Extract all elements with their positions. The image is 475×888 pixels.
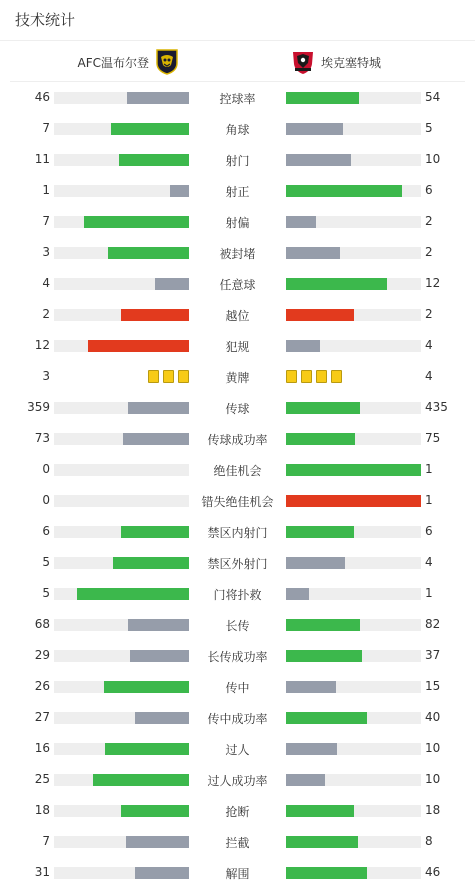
stat-row bbox=[0, 367, 475, 387]
away-stat-value: 10 bbox=[425, 772, 441, 786]
home-stat-bar-fill bbox=[123, 433, 189, 445]
yellow-card-icon bbox=[163, 370, 174, 383]
stat-label: 禁区外射门 bbox=[207, 557, 268, 571]
home-stat-bar bbox=[54, 681, 189, 693]
home-stat-bar-fill bbox=[121, 309, 189, 321]
stat-label: 绝佳机会 bbox=[213, 464, 262, 478]
home-stat-bar-fill bbox=[170, 185, 189, 197]
home-stat-bar-fill bbox=[84, 216, 189, 228]
stat-label: 禁区内射门 bbox=[207, 526, 268, 540]
stat-label: 控球率 bbox=[219, 92, 256, 106]
away-stat-bar-fill bbox=[286, 712, 367, 724]
home-stat-bar-fill bbox=[126, 836, 189, 848]
stat-row bbox=[0, 677, 475, 697]
home-stat-bar-fill bbox=[93, 774, 189, 786]
away-stat-value: 4 bbox=[425, 369, 433, 383]
home-stat-value: 26 bbox=[34, 679, 50, 693]
home-stat-value: 29 bbox=[34, 648, 50, 662]
home-stat-bar bbox=[54, 743, 189, 755]
away-stat-bar-fill bbox=[286, 867, 367, 879]
home-yellow-cards bbox=[148, 370, 189, 383]
away-stat-bar bbox=[286, 495, 421, 507]
yellow-card-icon bbox=[331, 370, 342, 383]
away-stat-bar bbox=[286, 464, 421, 476]
away-stat-bar bbox=[286, 774, 421, 786]
home-stat-bar-fill bbox=[121, 526, 189, 538]
yellow-card-icon bbox=[148, 370, 159, 383]
stat-label: 拦截 bbox=[225, 836, 250, 850]
away-stat-value: 2 bbox=[425, 307, 433, 321]
away-stat-bar-fill bbox=[286, 216, 316, 228]
home-stat-bar-fill bbox=[128, 619, 189, 631]
home-stat-bar-fill bbox=[113, 557, 189, 569]
away-stat-bar-fill bbox=[286, 464, 421, 476]
stat-row bbox=[0, 243, 475, 263]
stat-row bbox=[0, 863, 475, 883]
away-stat-value: 46 bbox=[425, 865, 441, 879]
stat-label: 错失绝佳机会 bbox=[201, 495, 274, 509]
away-stat-bar bbox=[286, 402, 421, 414]
away-team[interactable] bbox=[291, 49, 381, 75]
stat-row bbox=[0, 491, 475, 511]
home-stat-bar bbox=[54, 278, 189, 290]
stat-row bbox=[0, 770, 475, 790]
stat-label: 传中成功率 bbox=[207, 712, 268, 726]
home-stat-value: 7 bbox=[42, 121, 50, 135]
away-stat-value: 15 bbox=[425, 679, 441, 693]
home-stat-bar bbox=[54, 247, 189, 259]
away-stat-bar-fill bbox=[286, 805, 354, 817]
away-stat-bar bbox=[286, 743, 421, 755]
home-stat-bar-fill bbox=[130, 650, 189, 662]
home-stat-bar bbox=[54, 774, 189, 786]
stat-label: 长传成功率 bbox=[207, 650, 268, 664]
away-stat-bar-fill bbox=[286, 681, 336, 693]
away-stat-value: 8 bbox=[425, 834, 433, 848]
home-stat-bar bbox=[54, 433, 189, 445]
away-stat-bar bbox=[286, 185, 421, 197]
home-stat-value: 16 bbox=[34, 741, 50, 755]
away-stat-value: 10 bbox=[425, 152, 441, 166]
away-stat-bar-fill bbox=[286, 619, 360, 631]
exeter-city-crest-icon bbox=[291, 49, 315, 75]
away-stat-bar bbox=[286, 433, 421, 445]
stat-label: 越位 bbox=[225, 309, 250, 323]
stat-label: 传中 bbox=[225, 681, 250, 695]
stat-row bbox=[0, 181, 475, 201]
home-stat-value: 11 bbox=[34, 152, 50, 166]
away-stat-bar bbox=[286, 712, 421, 724]
home-stat-value: 31 bbox=[34, 865, 50, 879]
stat-label: 射偏 bbox=[225, 216, 250, 230]
away-stat-bar-fill bbox=[286, 92, 359, 104]
home-stat-value: 6 bbox=[42, 524, 50, 538]
away-stat-bar bbox=[286, 309, 421, 321]
away-stat-bar-fill bbox=[286, 774, 325, 786]
yellow-card-icon bbox=[178, 370, 189, 383]
home-stat-bar bbox=[54, 309, 189, 321]
away-stat-bar-fill bbox=[286, 526, 354, 538]
away-stat-bar-fill bbox=[286, 309, 354, 321]
away-stat-value: 435 bbox=[425, 400, 448, 414]
home-stat-bar bbox=[54, 92, 189, 104]
home-stat-bar-fill bbox=[127, 92, 189, 104]
away-stat-bar bbox=[286, 557, 421, 569]
stat-label: 传球成功率 bbox=[207, 433, 268, 447]
stat-row bbox=[0, 553, 475, 573]
home-stat-bar-fill bbox=[111, 123, 189, 135]
home-stat-bar bbox=[54, 154, 189, 166]
away-stat-value: 37 bbox=[425, 648, 441, 662]
home-team-name: AFC温布尔登 bbox=[77, 55, 149, 70]
away-stat-bar-fill bbox=[286, 247, 340, 259]
away-stat-bar-fill bbox=[286, 402, 360, 414]
away-stat-bar bbox=[286, 340, 421, 352]
home-stat-value: 3 bbox=[42, 245, 50, 259]
away-stat-value: 54 bbox=[425, 90, 441, 104]
stat-row bbox=[0, 336, 475, 356]
stat-row bbox=[0, 522, 475, 542]
home-stat-value: 18 bbox=[34, 803, 50, 817]
away-stat-value: 40 bbox=[425, 710, 441, 724]
away-stat-bar bbox=[286, 216, 421, 228]
home-stat-value: 68 bbox=[34, 617, 50, 631]
home-stat-bar-fill bbox=[135, 867, 189, 879]
stat-row bbox=[0, 460, 475, 480]
away-stat-bar bbox=[286, 92, 421, 104]
stat-row bbox=[0, 88, 475, 108]
home-stat-value: 7 bbox=[42, 834, 50, 848]
away-stat-bar-fill bbox=[286, 123, 343, 135]
home-stat-bar bbox=[54, 495, 189, 507]
away-stat-bar-fill bbox=[286, 588, 309, 600]
home-stat-bar-fill bbox=[121, 805, 189, 817]
home-stat-value: 46 bbox=[34, 90, 50, 104]
away-stat-bar bbox=[286, 278, 421, 290]
stat-label: 传球 bbox=[225, 402, 250, 416]
home-stat-bar bbox=[54, 619, 189, 631]
home-stat-value: 5 bbox=[42, 586, 50, 600]
stat-row bbox=[0, 739, 475, 759]
yellow-card-icon bbox=[286, 370, 297, 383]
away-stat-bar-fill bbox=[286, 278, 387, 290]
home-stat-value: 0 bbox=[42, 493, 50, 507]
stat-label: 过人 bbox=[225, 743, 250, 757]
home-stat-value: 3 bbox=[42, 369, 50, 383]
home-stat-bar bbox=[54, 402, 189, 414]
stat-row bbox=[0, 615, 475, 635]
stat-row bbox=[0, 646, 475, 666]
away-stat-bar-fill bbox=[286, 340, 320, 352]
stat-row bbox=[0, 801, 475, 821]
stat-row bbox=[0, 305, 475, 325]
stat-row bbox=[0, 212, 475, 232]
away-stat-bar bbox=[286, 681, 421, 693]
away-stat-value: 6 bbox=[425, 183, 433, 197]
home-stat-bar-fill bbox=[88, 340, 189, 352]
away-stat-bar-fill bbox=[286, 836, 358, 848]
home-stat-bar-fill bbox=[135, 712, 189, 724]
away-stat-bar-fill bbox=[286, 154, 351, 166]
away-stat-bar bbox=[286, 588, 421, 600]
away-stat-value: 82 bbox=[425, 617, 441, 631]
page-title: 技术统计 bbox=[0, 0, 475, 41]
away-stat-value: 12 bbox=[425, 276, 441, 290]
away-stat-value: 4 bbox=[425, 338, 433, 352]
stat-row bbox=[0, 150, 475, 170]
home-stat-value: 2 bbox=[42, 307, 50, 321]
home-stat-bar-fill bbox=[108, 247, 189, 259]
stat-row bbox=[0, 429, 475, 449]
home-stat-bar bbox=[54, 216, 189, 228]
away-stat-bar-fill bbox=[286, 650, 362, 662]
away-stat-value: 1 bbox=[425, 493, 433, 507]
stat-label: 射正 bbox=[225, 185, 250, 199]
home-stat-bar bbox=[54, 805, 189, 817]
stat-label: 射门 bbox=[225, 154, 250, 168]
stat-row bbox=[0, 584, 475, 604]
home-stat-bar-fill bbox=[155, 278, 189, 290]
home-stat-bar bbox=[54, 867, 189, 879]
stat-label: 被封堵 bbox=[219, 247, 256, 261]
away-stat-value: 10 bbox=[425, 741, 441, 755]
away-stat-bar bbox=[286, 247, 421, 259]
home-stat-value: 27 bbox=[34, 710, 50, 724]
stat-label: 抢断 bbox=[225, 805, 250, 819]
teams-header bbox=[10, 41, 465, 82]
home-stat-value: 73 bbox=[34, 431, 50, 445]
stat-label: 任意球 bbox=[219, 278, 256, 292]
home-stat-bar bbox=[54, 836, 189, 848]
away-stat-bar bbox=[286, 836, 421, 848]
away-stat-bar-fill bbox=[286, 495, 421, 507]
away-stat-value: 5 bbox=[425, 121, 433, 135]
stat-label: 过人成功率 bbox=[207, 774, 268, 788]
away-stat-bar-fill bbox=[286, 557, 345, 569]
away-stat-value: 6 bbox=[425, 524, 433, 538]
away-stat-value: 2 bbox=[425, 245, 433, 259]
home-stat-bar bbox=[54, 340, 189, 352]
away-stat-bar bbox=[286, 805, 421, 817]
away-stat-value: 18 bbox=[425, 803, 441, 817]
home-stat-value: 7 bbox=[42, 214, 50, 228]
home-stat-value: 25 bbox=[34, 772, 50, 786]
away-stat-bar bbox=[286, 123, 421, 135]
home-stat-bar-fill bbox=[105, 743, 189, 755]
stat-row bbox=[0, 398, 475, 418]
stat-label: 解围 bbox=[225, 867, 250, 881]
home-stat-bar-fill bbox=[119, 154, 189, 166]
away-stat-bar bbox=[286, 526, 421, 538]
away-stat-bar-fill bbox=[286, 433, 355, 445]
stat-label: 长传 bbox=[225, 619, 250, 633]
away-stat-bar bbox=[286, 154, 421, 166]
home-stat-value: 1 bbox=[42, 183, 50, 197]
away-stat-value: 75 bbox=[425, 431, 441, 445]
home-stat-bar bbox=[54, 650, 189, 662]
stat-row bbox=[0, 832, 475, 852]
stat-label: 门将扑救 bbox=[213, 588, 262, 602]
away-stat-bar bbox=[286, 867, 421, 879]
home-team[interactable] bbox=[78, 49, 180, 75]
stat-label: 犯规 bbox=[225, 340, 250, 354]
home-stat-bar bbox=[54, 185, 189, 197]
yellow-card-icon bbox=[301, 370, 312, 383]
away-stat-bar-fill bbox=[286, 743, 337, 755]
away-yellow-cards bbox=[286, 370, 342, 383]
home-stat-bar bbox=[54, 464, 189, 476]
away-stat-value: 1 bbox=[425, 462, 433, 476]
away-stat-value: 2 bbox=[425, 214, 433, 228]
stat-label: 角球 bbox=[225, 123, 250, 137]
afc-wimbledon-crest-icon bbox=[155, 49, 179, 75]
home-stat-value: 0 bbox=[42, 462, 50, 476]
home-stat-bar bbox=[54, 526, 189, 538]
stat-row bbox=[0, 119, 475, 139]
yellow-card-icon bbox=[316, 370, 327, 383]
stat-label: 黄牌 bbox=[225, 371, 250, 385]
away-stat-bar-fill bbox=[286, 185, 402, 197]
home-stat-bar-fill bbox=[104, 681, 189, 693]
home-stat-bar bbox=[54, 712, 189, 724]
home-stat-value: 359 bbox=[27, 400, 50, 414]
home-stat-bar-fill bbox=[77, 588, 189, 600]
stat-row bbox=[0, 708, 475, 728]
home-stat-value: 4 bbox=[42, 276, 50, 290]
away-stat-bar bbox=[286, 650, 421, 662]
home-stat-value: 5 bbox=[42, 555, 50, 569]
home-stat-value: 12 bbox=[34, 338, 50, 352]
home-stat-bar bbox=[54, 557, 189, 569]
away-stat-value: 1 bbox=[425, 586, 433, 600]
away-stat-bar bbox=[286, 619, 421, 631]
home-stat-bar bbox=[54, 588, 189, 600]
stat-row bbox=[0, 274, 475, 294]
away-team-name: 埃克塞特城 bbox=[321, 55, 382, 70]
home-stat-bar bbox=[54, 123, 189, 135]
away-stat-value: 4 bbox=[425, 555, 433, 569]
home-stat-bar-fill bbox=[128, 402, 189, 414]
